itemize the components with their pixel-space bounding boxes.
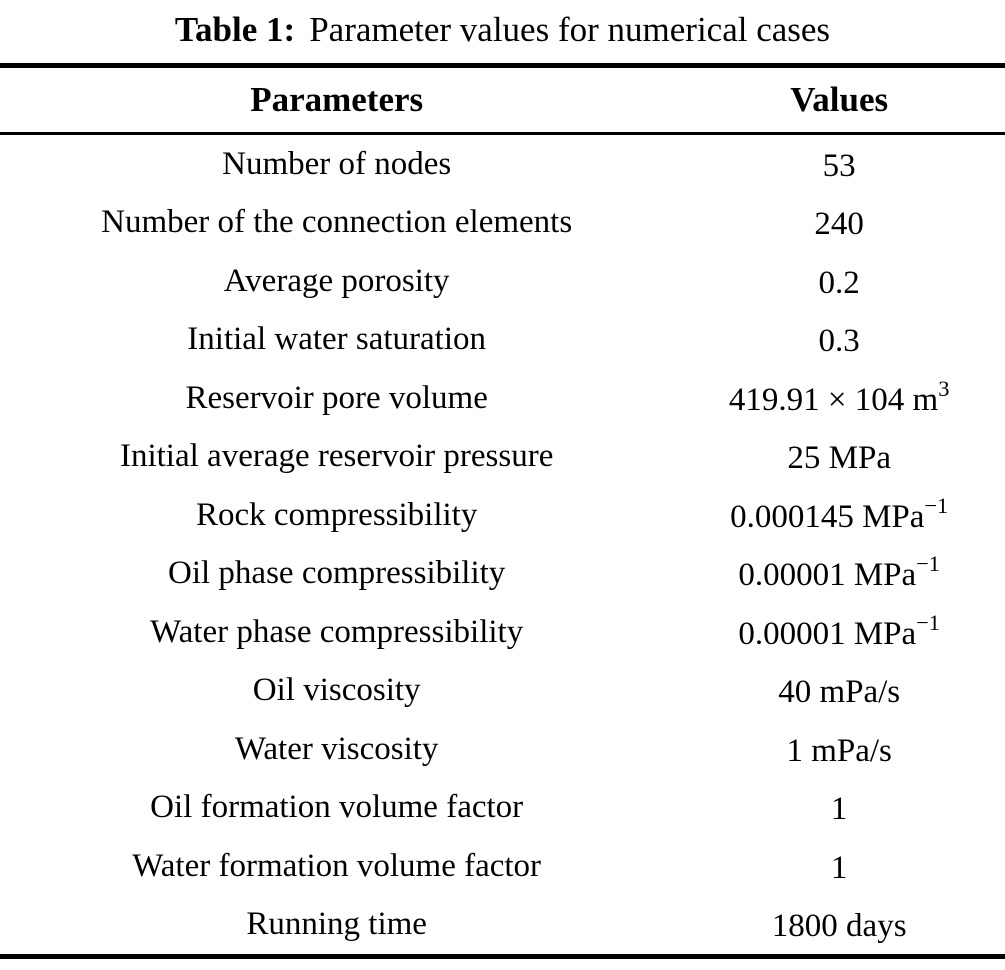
value-cell bbox=[673, 486, 1005, 545]
table-row bbox=[0, 720, 1005, 779]
value-text: 0.00001 MPa bbox=[738, 557, 917, 594]
parameter-cell: Number of nodes bbox=[222, 145, 452, 182]
table-body bbox=[0, 134, 1005, 957]
value-superscript: −1 bbox=[916, 609, 941, 635]
table-row bbox=[0, 194, 1005, 253]
parameters-table bbox=[0, 63, 1005, 959]
value-cell bbox=[673, 311, 1005, 370]
value-cell bbox=[673, 369, 1005, 428]
value-text: 1 bbox=[830, 849, 848, 886]
table-row bbox=[0, 486, 1005, 545]
caption-label: Table 1: bbox=[174, 10, 296, 49]
value-text: 1 mPa/s bbox=[786, 732, 892, 769]
value-cell bbox=[673, 252, 1005, 311]
table-row bbox=[0, 311, 1005, 370]
table-header bbox=[0, 66, 1005, 134]
value-cell bbox=[673, 779, 1005, 838]
column-header-parameters: Parameters bbox=[250, 80, 424, 119]
parameter-cell: Running time bbox=[246, 906, 427, 943]
value-text: 1 bbox=[830, 791, 848, 828]
value-text: 1800 days bbox=[771, 908, 907, 945]
table-row bbox=[0, 252, 1005, 311]
table-row bbox=[0, 134, 1005, 194]
value-text: 53 bbox=[822, 147, 856, 184]
column-header-values: Values bbox=[790, 80, 889, 119]
table-caption bbox=[0, 0, 1005, 63]
value-superscript: −1 bbox=[924, 492, 949, 518]
value-text: 25 MPa bbox=[787, 440, 891, 477]
parameter-cell: Oil formation volume factor bbox=[150, 789, 524, 826]
value-superscript: 3 bbox=[938, 375, 950, 401]
parameter-cell: Oil phase compressibility bbox=[168, 555, 506, 592]
parameter-cell: Number of the connection elements bbox=[101, 204, 573, 241]
parameter-cell: Reservoir pore volume bbox=[185, 379, 488, 416]
caption-text: Parameter values for numerical cases bbox=[309, 10, 831, 49]
table-row bbox=[0, 545, 1005, 604]
parameter-cell: Initial average reservoir pressure bbox=[119, 438, 554, 475]
value-text: 40 mPa/s bbox=[778, 674, 901, 711]
parameter-cell: Water phase compressibility bbox=[150, 613, 524, 650]
table-row bbox=[0, 837, 1005, 896]
value-cell bbox=[673, 428, 1005, 487]
value-cell bbox=[673, 896, 1005, 957]
value-text: 0.3 bbox=[818, 323, 860, 360]
value-cell bbox=[673, 720, 1005, 779]
value-cell bbox=[673, 837, 1005, 896]
value-cell bbox=[673, 603, 1005, 662]
parameter-cell: Initial water saturation bbox=[187, 321, 487, 358]
parameter-cell: Rock compressibility bbox=[195, 496, 478, 533]
parameter-cell: Oil viscosity bbox=[252, 672, 421, 709]
parameter-cell: Water viscosity bbox=[234, 730, 439, 767]
table-row bbox=[0, 603, 1005, 662]
value-superscript: −1 bbox=[916, 551, 941, 577]
value-cell bbox=[673, 194, 1005, 253]
value-cell bbox=[673, 134, 1005, 194]
table-row bbox=[0, 369, 1005, 428]
header-row bbox=[0, 66, 1005, 134]
parameter-cell: Water formation volume factor bbox=[132, 847, 542, 884]
value-text: 0.00001 MPa bbox=[738, 615, 917, 652]
value-cell bbox=[673, 662, 1005, 721]
value-text: 240 bbox=[814, 206, 864, 243]
parameter-cell: Average porosity bbox=[223, 262, 450, 299]
table-row bbox=[0, 662, 1005, 721]
value-text: 0.000145 MPa bbox=[730, 498, 925, 535]
table-row bbox=[0, 896, 1005, 957]
table-row bbox=[0, 428, 1005, 487]
table-row bbox=[0, 779, 1005, 838]
value-text: 0.2 bbox=[818, 264, 860, 301]
value-cell bbox=[673, 545, 1005, 604]
value-text: 419.91 × 104 m bbox=[728, 381, 939, 418]
